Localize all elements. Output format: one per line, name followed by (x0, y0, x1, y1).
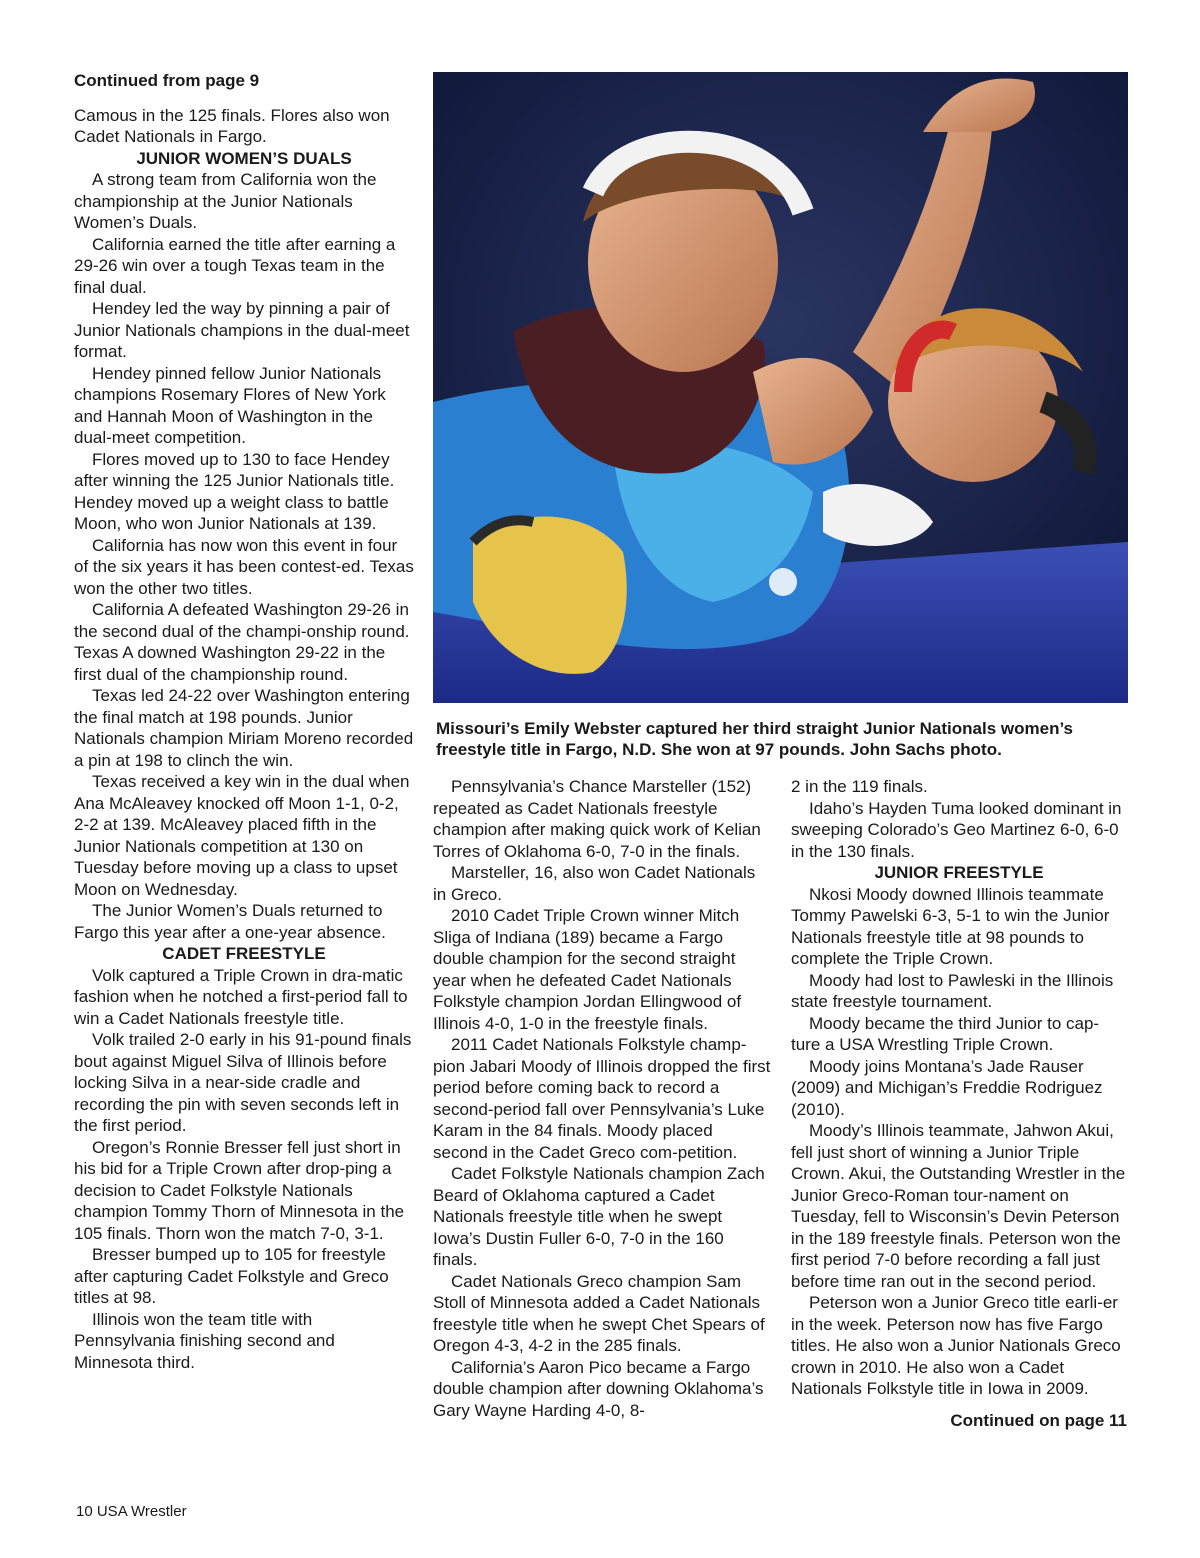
paragraph: Moody had lost to Pawleski in the Illinois state freestyle tournament. (791, 970, 1114, 1011)
paragraph: Idaho’s Hayden Tuma looked dominant in sweeping Colorado’s Geo Martinez 6-0, 6-0 in the 130 finals. (791, 798, 1122, 861)
paragraph: Illinois won the team title with Pennsylvania finishing second and Minnesota third. (74, 1309, 335, 1372)
paragraph: California’s Aaron Pico became a Fargo double champion after downing Oklahoma’s Gary Wayne Harding 4-0, 8- (433, 1357, 764, 1420)
paragraph: Cadet Folkstyle Nationals champion Zach Beard of Oklahoma captured a Cadet Nationals freestyle title when he swept Iowa’s Dustin Fuller 6-0, 7-0 in the 160 finals. (433, 1164, 765, 1269)
column-3-intro: 2 in the 119 finals. (791, 777, 928, 796)
column-1-intro: Camous in the 125 finals. Flores also won Cadet Nationals in Fargo. (74, 105, 390, 146)
paragraph: Volk trailed 2-0 early in his 91-pound finals bout against Miguel Silva of Illinois before locking Silva in a near-side cradle and recording the pin with seven seconds left in the first period. (74, 1030, 412, 1135)
wrestling-photo-illustration (433, 72, 1128, 703)
article-column-2 (433, 776, 771, 1421)
paragraph: Bresser bumped up to 105 for freestyle after capturing Cadet Folkstyle and Greco titles at 98. (74, 1245, 389, 1307)
article-column-3 (791, 776, 1127, 1431)
paragraph: Oregon’s Ronnie Bresser fell just short in his bid for a Triple Crown after drop-ping a decision to Cadet Folkstyle Nationals champion Tommy Thorn of Minnesota in the 105 finals. Thorn won the match 7-0, 3-1. (74, 1137, 405, 1243)
page-footer: 10 USA Wrestler (76, 1503, 187, 1520)
paragraph: Texas received a key win in the dual when Ana McAleavey knocked off Moon 1-1, 0-2, 2-2 at 139. McAleavey placed fifth in the Junior Nationals competition at 130 on Tuesday before moving up a class to upset Moon on Wednesday. (74, 772, 410, 899)
paragraph: Texas led 24-22 over Washington entering the final match at 198 pounds. Junior Nationals champion Miriam Moreno recorded a pin at 198 to clinch the win. (74, 686, 414, 770)
paragraph: Moody joins Montana’s Jade Rauser (2009) and Michigan’s Freddie Rodriguez (2010). (791, 1056, 1103, 1119)
continued-from-label: Continued from page 9 (74, 71, 260, 90)
paragraph: California A defeated Washington 29-26 in the second dual of the champi-onship round. Texas A downed Washington 29-22 in the first dual of the championship round. (74, 600, 410, 684)
paragraph: Cadet Nationals Greco champion Sam Stoll of Minnesota added a Cadet Nationals freestyle title when he swept Chet Spears of Oregon 4-3, 4-2 in the 285 finals. (433, 1271, 765, 1355)
paragraph: Marsteller, 16, also won Cadet Nationals in Greco. (433, 863, 756, 904)
photo-caption: Missouri’s Emily Webster captured her third straight Junior Nationals women’s freestyle title in Fargo, N.D. She won at 97 pounds. John Sachs photo. (436, 719, 1074, 759)
continued-on-label: Continued on page 11 (950, 1410, 1127, 1430)
paragraph: Hendey pinned fellow Junior Nationals champions Rosemary Flores of New York and Hannah Moon of Washington in the dual-meet competition. (74, 363, 386, 447)
paragraph: Pennsylvania’s Chance Marsteller (152) repeated as Cadet Nationals freestyle champion after making quick work of Kelian Torres of Oklahoma 6-0, 7-0 in the finals. (433, 777, 761, 861)
paragraph: Moody’s Illinois teammate, Jahwon Akui, fell just short of winning a Junior Triple Crown. Akui, the Outstanding Wrestler in the Junior Greco-Roman tour-nament on Tuesday, fell to Wisconsin’s Devin Peterson in the 189 freestyle finals. Peterson won the first period 7-0 before recording a fall just before time ran out in the second period. (791, 1121, 1126, 1291)
paragraph: California earned the title after earning a 29-26 win over a tough Texas team in the final dual. (74, 234, 396, 297)
paragraph: Flores moved up to 130 to face Hendey after winning the 125 Junior Nationals title. Hendey moved up a weight class to battle Moon, who won Junior Nationals at 139. (74, 449, 395, 533)
section-heading-junior-womens-duals: JUNIOR WOMEN’S DUALS (136, 148, 352, 168)
section-heading-cadet-freestyle: CADET FREESTYLE (162, 944, 326, 963)
paragraph: 2010 Cadet Triple Crown winner Mitch Sliga of Indiana (189) became a Fargo double champion for the second straight year when he defeated Cadet Nationals Folkstyle champion Jordan Ellingwood of Illinois 4-0, 1-0 in the freestyle finals. (433, 906, 742, 1033)
article-column-1 (74, 70, 414, 1373)
paragraph: Hendey led the way by pinning a pair of Junior Nationals champions in the dual-meet format. (74, 299, 410, 361)
wrestling-photo (433, 72, 1128, 703)
paragraph: The Junior Women’s Duals returned to Fargo this year after a one-year absence. (74, 901, 386, 942)
paragraph: Moody became the third Junior to cap-ture a USA Wrestling Triple Crown. (791, 1013, 1100, 1054)
paragraph: 2011 Cadet Nationals Folkstyle champ-pion Jabari Moody of Illinois dropped the first period before coming back to record a second-period fall over Pennsylvania’s Luke Karam in the 84 finals. Moody placed second in the Cadet Greco com-petition. (433, 1035, 771, 1162)
paragraph: Nkosi Moody downed Illinois teammate Tommy Pawelski 6-3, 5-1 to win the Junior Nationals freestyle title at 98 pounds to complete the Triple Crown. (791, 884, 1110, 968)
paragraph: California has now won this event in four of the six years it has been contest-ed. Texas won the other two titles. (74, 535, 414, 598)
paragraph: A strong team from California won the championship at the Junior Nationals Women’s Duals. (74, 170, 377, 232)
paragraph: Peterson won a Junior Greco title earli-er in the week. Peterson now has five Fargo titles. He also won a Junior Nationals Greco crown in 2010. He also won a Cadet Nationals Folkstyle title in Iowa in 2009. (791, 1293, 1121, 1398)
paragraph: Volk captured a Triple Crown in dra-matic fashion when he notched a first-period fall to win a Cadet Nationals freestyle title. (74, 965, 408, 1028)
section-heading-junior-freestyle: JUNIOR FREESTYLE (874, 863, 1044, 882)
